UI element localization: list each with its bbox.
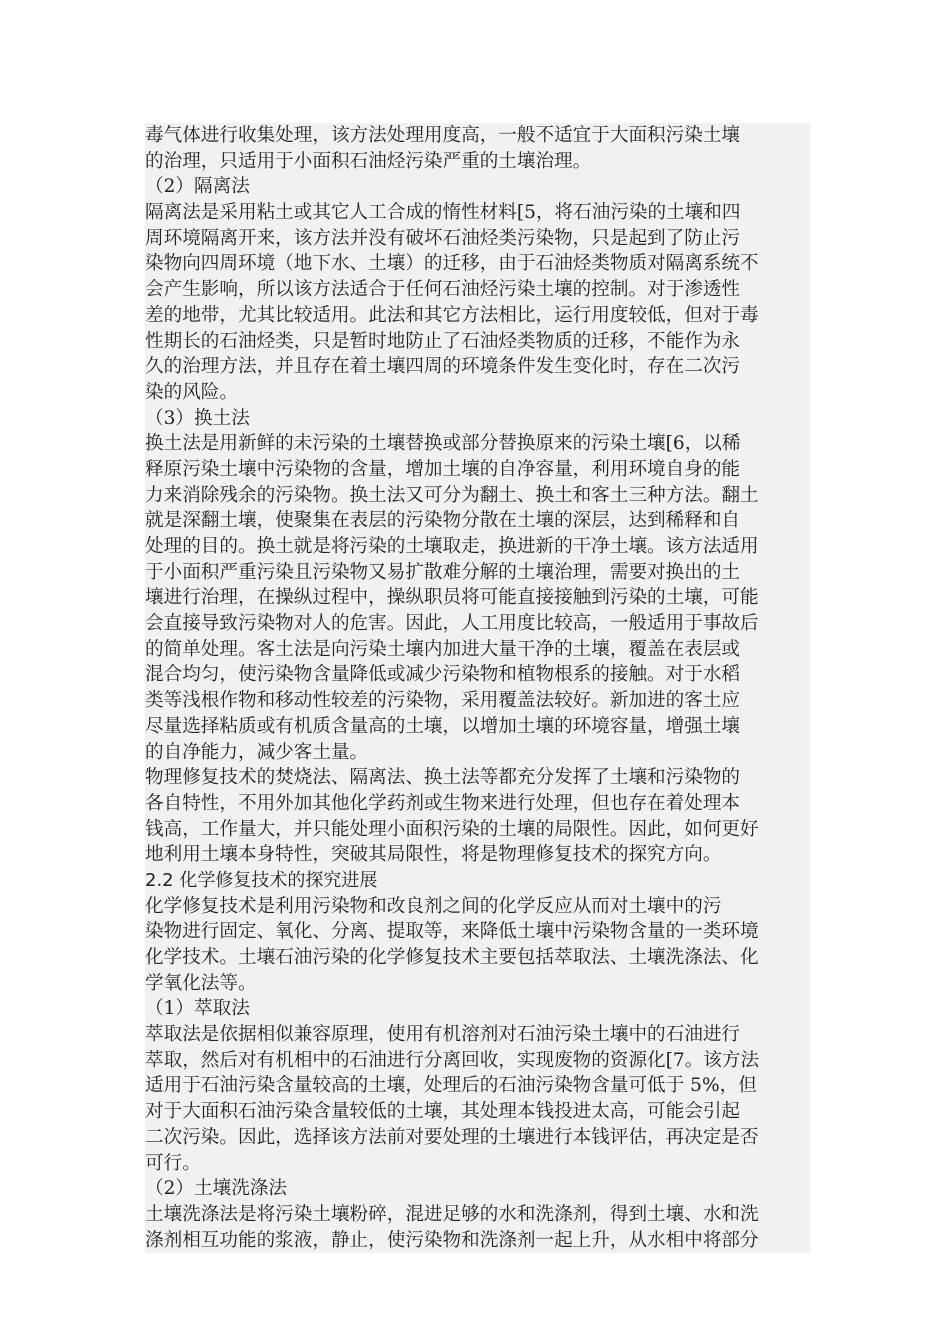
text-line: 萃取，然后对有机相中的石油进行分离回收，实现废物的资源化[7。该方法 (145, 1048, 810, 1074)
text-line: 染的风险。 (145, 380, 810, 406)
text-line: 各自特性，不用外加其他化学药剂或生物来进行处理，但也存在着处理本 (145, 791, 810, 817)
text-line: 适用于石油污染含量较高的土壤，处理后的石油污染物含量可低于 5%，但 (145, 1073, 810, 1099)
text-line: 混合均匀，使污染物含量降低或减少污染物和植物根系的接触。对于水稻 (145, 662, 810, 688)
text-line: 就是深翻土壤，使聚集在表层的污染物分散在土壤的深层，达到稀释和自 (145, 508, 810, 534)
text-line: 涤剂相互功能的浆液，静止，使污染物和洗涤剂一起上升，从水相中将部分 (145, 1228, 810, 1254)
text-line: 差的地带，尤其比较适用。此法和其它方法相比，运行用度较低，但对于毒 (145, 303, 810, 329)
text-line: 化学修复技术是利用污染物和改良剂之间的化学反应从而对土壤中的污 (145, 894, 810, 920)
text-line: 力来消除残余的污染物。换土法又可分为翻土、换土和客土三种方法。翻土 (145, 483, 810, 509)
text-line: 对于大面积石油污染含量较低的土壤，其处理本钱投进太高，可能会引起 (145, 1099, 810, 1125)
text-line: 毒气体进行收集处理，该方法处理用度高，一般不适宜于大面积污染土壤 (145, 123, 810, 149)
text-line: 的治理，只适用于小面积石油烃污染严重的土壤治理。 (145, 149, 810, 175)
text-line: 二次污染。因此，选择该方法前对要处理的土壤进行本钱评估，再决定是否 (145, 1125, 810, 1151)
text-line: 的简单处理。客土法是向污染土壤内加进大量干净的土壤，覆盖在表层或 (145, 637, 810, 663)
document-body (145, 123, 810, 1253)
text-line: 的自净能力，减少客土量。 (145, 740, 810, 766)
text-line: 会直接导致污染物对人的危害。因此，人工用度比较高，一般适用于事故后 (145, 611, 810, 637)
text-line: 类等浅根作物和移动性较差的污染物，采用覆盖法较好。新加进的客土应 (145, 688, 810, 714)
section-heading: （2）隔离法 (145, 174, 810, 200)
text-line: 处理的目的。换土就是将污染的土壤取走，换进新的干净土壤。该方法适用 (145, 534, 810, 560)
text-line: 久的治理方法，并且存在着土壤四周的环境条件发生变化时，存在二次污 (145, 354, 810, 380)
text-line: 会产生影响，所以该方法适合于任何石油烃污染土壤的控制。对于渗透性 (145, 277, 810, 303)
text-line: 地利用土壤本身特性，突破其局限性，将是物理修复技术的探究方向。 (145, 842, 810, 868)
text-line: 萃取法是依据相似兼容原理，使用有机溶剂对石油污染土壤中的石油进行 (145, 1022, 810, 1048)
text-line: 壤进行治理，在操纵过程中，操纵职员将可能直接接触到污染的土壤，可能 (145, 585, 810, 611)
section-heading: 2.2 化学修复技术的探究进展 (145, 868, 810, 894)
text-line: 学氧化法等。 (145, 971, 810, 997)
text-line: 周环境隔离开来，该方法并没有破坏石油烃类污染物，只是起到了防止污 (145, 226, 810, 252)
section-heading: （2）土壤洗涤法 (145, 1176, 810, 1202)
text-line: 释原污染土壤中污染物的含量，增加土壤的自净容量，利用环境自身的能 (145, 457, 810, 483)
text-line: 染物进行固定、氧化、分离、提取等，来降低土壤中污染物含量的一类环境 (145, 919, 810, 945)
text-line: 化学技术。土壤石油污染的化学修复技术主要包括萃取法、土壤洗涤法、化 (145, 945, 810, 971)
text-line: 于小面积严重污染且污染物又易扩散难分解的土壤治理，需要对换出的土 (145, 560, 810, 586)
text-line: 隔离法是采用粘土或其它人工合成的惰性材料[5，将石油污染的土壤和四 (145, 200, 810, 226)
text-line: 可行。 (145, 1151, 810, 1177)
text-line: 物理修复技术的焚烧法、隔离法、换土法等都充分发挥了土壤和污染物的 (145, 765, 810, 791)
section-heading: （1）萃取法 (145, 996, 810, 1022)
text-line: 土壤洗涤法是将污染土壤粉碎，混进足够的水和洗涤剂，得到土壤、水和洗 (145, 1202, 810, 1228)
text-line: 性期长的石油烃类，只是暂时地防止了石油烃类物质的迁移，不能作为永 (145, 329, 810, 355)
text-line: 染物向四周环境（地下水、土壤）的迁移，由于石油烃类物质对隔离系统不 (145, 251, 810, 277)
text-line: 尽量选择粘质或有机质含量高的土壤，以增加土壤的环境容量，增强土壤 (145, 714, 810, 740)
text-line: 换土法是用新鲜的未污染的土壤替换或部分替换原来的污染土壤[6，以稀 (145, 431, 810, 457)
text-line: 钱高，工作量大，并只能处理小面积污染的土壤的局限性。因此，如何更好 (145, 817, 810, 843)
section-heading: （3）换土法 (145, 406, 810, 432)
